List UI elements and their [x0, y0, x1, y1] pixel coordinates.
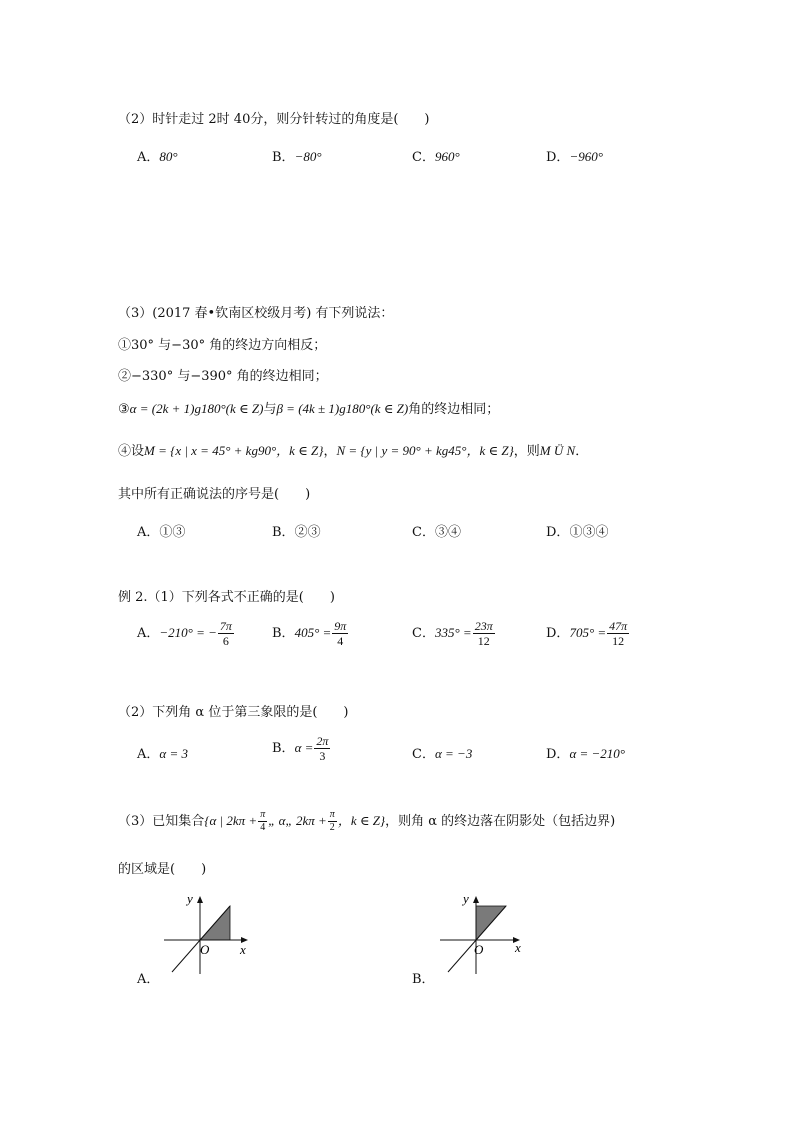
- x-label: x: [240, 942, 246, 957]
- option-value: ①③④: [569, 525, 609, 540]
- fraction-denominator: 4: [260, 822, 266, 833]
- ex2-option-c[interactable]: [412, 620, 496, 647]
- fraction-numerator: π: [329, 809, 335, 820]
- fraction-numerator: 9π: [334, 619, 347, 633]
- option-value: ①③: [159, 525, 186, 540]
- option-letter: A．: [137, 626, 160, 641]
- ex2-option-d[interactable]: [546, 620, 630, 647]
- option-value: ③④: [434, 525, 461, 540]
- fraction-denominator: 4: [337, 634, 344, 648]
- option-letter: A．: [137, 747, 160, 762]
- y-arrow-icon: [473, 896, 479, 903]
- q3-question: 其中所有正确说法的序号是( ): [118, 487, 311, 502]
- fraction: [258, 810, 267, 833]
- set-open: {α | 2kπ +: [204, 813, 258, 828]
- option-value: 960°: [434, 149, 460, 164]
- figure-a[interactable]: [158, 890, 258, 976]
- q3-statement-1: ①30° 与−30° 角的终边方向相反；: [118, 338, 327, 353]
- set-relation: M Ü N: [539, 443, 576, 458]
- then-text: ，则: [513, 444, 540, 459]
- q3-statement-2: ②−330° 与−390° 角的终边相同；: [118, 369, 328, 384]
- option-letter: B．: [272, 525, 295, 540]
- option-letter: B．: [272, 741, 295, 756]
- q2-option-b[interactable]: [272, 146, 322, 165]
- option-letter: C．: [412, 525, 435, 540]
- option-letter: D．: [546, 525, 570, 540]
- option-letter: D．: [546, 747, 570, 762]
- q3-stem: （3）(2017 春•钦南区校级月考) 有下列说法：: [118, 306, 394, 321]
- fraction: [607, 620, 629, 647]
- option-lhs: α =: [294, 740, 314, 755]
- q3-option-c[interactable]: [412, 521, 461, 540]
- ex2-q3-stem: [118, 810, 615, 833]
- option-lhs: 705° =: [569, 625, 607, 640]
- option-letter: A．: [137, 150, 160, 165]
- fraction: [314, 735, 330, 762]
- beta-formula: β = (4k ± 1)g180°(k ∈ Z): [276, 401, 409, 416]
- fraction-denominator: 12: [477, 634, 490, 648]
- option-value: −80°: [294, 149, 322, 164]
- y-arrow-icon: [197, 896, 203, 903]
- set-n: N = {y | y = 90° + kg45°，k ∈ Z}: [336, 443, 514, 458]
- option-letter: C．: [412, 626, 435, 641]
- fraction-denominator: 6: [222, 634, 229, 648]
- q2-option-c[interactable]: [412, 146, 460, 165]
- ex2-q3-stem-line2: 的区域是( ): [118, 862, 207, 877]
- ex2-option-b[interactable]: [272, 620, 349, 647]
- option-lhs: 335° =: [434, 625, 472, 640]
- option-letter: C．: [412, 150, 435, 165]
- statement-suffix: 角的终边相同；: [408, 402, 500, 417]
- origin-label: O: [200, 942, 210, 957]
- option-value: 80°: [159, 149, 178, 164]
- y-label: y: [187, 891, 193, 906]
- ex2-q2-stem: （2）下列角 α 位于第三象限的是( ): [118, 705, 349, 720]
- fraction-denominator: 2: [329, 822, 335, 833]
- option-letter: C．: [412, 747, 435, 762]
- ex2-q2-option-d[interactable]: [546, 743, 625, 762]
- statement-prefix: ④设: [118, 444, 145, 459]
- option-value: α = −3: [434, 746, 473, 761]
- ex2-q2-option-b[interactable]: [272, 735, 331, 762]
- q3-option-a[interactable]: [137, 521, 185, 540]
- set-mid: „ α„ 2kπ +: [268, 813, 327, 828]
- stem-suffix: ，则角 α 的终边落在阴影处（包括边界): [385, 814, 616, 829]
- ex2-q2-option-a[interactable]: [137, 743, 188, 762]
- ex2-stem: 例 2.（1）下列各式不正确的是( ): [118, 590, 335, 605]
- statement-end: ．: [575, 444, 589, 459]
- q3-option-b[interactable]: [272, 521, 321, 540]
- option-lhs: −210° = −: [159, 625, 217, 640]
- fraction-numerator: 7π: [219, 619, 232, 633]
- fraction-numerator: π: [260, 809, 266, 820]
- figure-option-b-label[interactable]: B．: [412, 972, 435, 987]
- stem-prefix: （3）已知集合: [118, 814, 205, 829]
- alpha-formula: α = (2k + 1)g180°(k ∈ Z): [129, 401, 264, 416]
- separator: ，: [323, 444, 337, 459]
- q3-statement-3: [118, 398, 499, 417]
- fraction: [473, 620, 495, 647]
- fraction-numerator: 23π: [474, 619, 493, 633]
- q2-option-a[interactable]: [137, 146, 178, 165]
- fraction-numerator: 2π: [316, 734, 329, 748]
- option-value: α = 3: [159, 746, 188, 761]
- ex2-option-a[interactable]: [137, 620, 235, 647]
- option-value: α = −210°: [569, 746, 626, 761]
- fraction: [328, 810, 337, 833]
- figure-b[interactable]: [434, 890, 534, 976]
- origin-label: O: [474, 942, 484, 957]
- q2-stem: （2）时针走过 2时 40分，则分针转过的角度是( ): [118, 112, 430, 127]
- option-letter: D．: [546, 150, 570, 165]
- option-value: −960°: [569, 149, 603, 164]
- fraction: [332, 620, 348, 647]
- fraction-denominator: 12: [612, 634, 625, 648]
- fraction-denominator: 3: [319, 749, 326, 763]
- q3-option-d[interactable]: [546, 521, 608, 540]
- option-letter: A．: [137, 525, 160, 540]
- q3-statement-4: [118, 440, 588, 459]
- y-label: y: [463, 891, 469, 906]
- set-m: M = {x | x = 45° + kg90°，k ∈ Z}: [144, 443, 324, 458]
- fraction: [218, 620, 234, 647]
- set-close: ，k ∈ Z}: [337, 813, 386, 828]
- option-lhs: 405° =: [294, 625, 332, 640]
- figure-option-a-label[interactable]: A．: [137, 972, 160, 987]
- option-letter: B．: [272, 626, 295, 641]
- x-label: x: [515, 940, 521, 955]
- option-letter: D．: [546, 626, 570, 641]
- option-letter: B．: [272, 150, 295, 165]
- q2-option-d[interactable]: [546, 146, 603, 165]
- statement-prefix: ③: [118, 402, 130, 417]
- option-value: ②③: [294, 525, 321, 540]
- statement-connector: 与: [263, 402, 277, 417]
- fraction-numerator: 47π: [609, 619, 628, 633]
- ex2-q2-option-c[interactable]: [412, 743, 472, 762]
